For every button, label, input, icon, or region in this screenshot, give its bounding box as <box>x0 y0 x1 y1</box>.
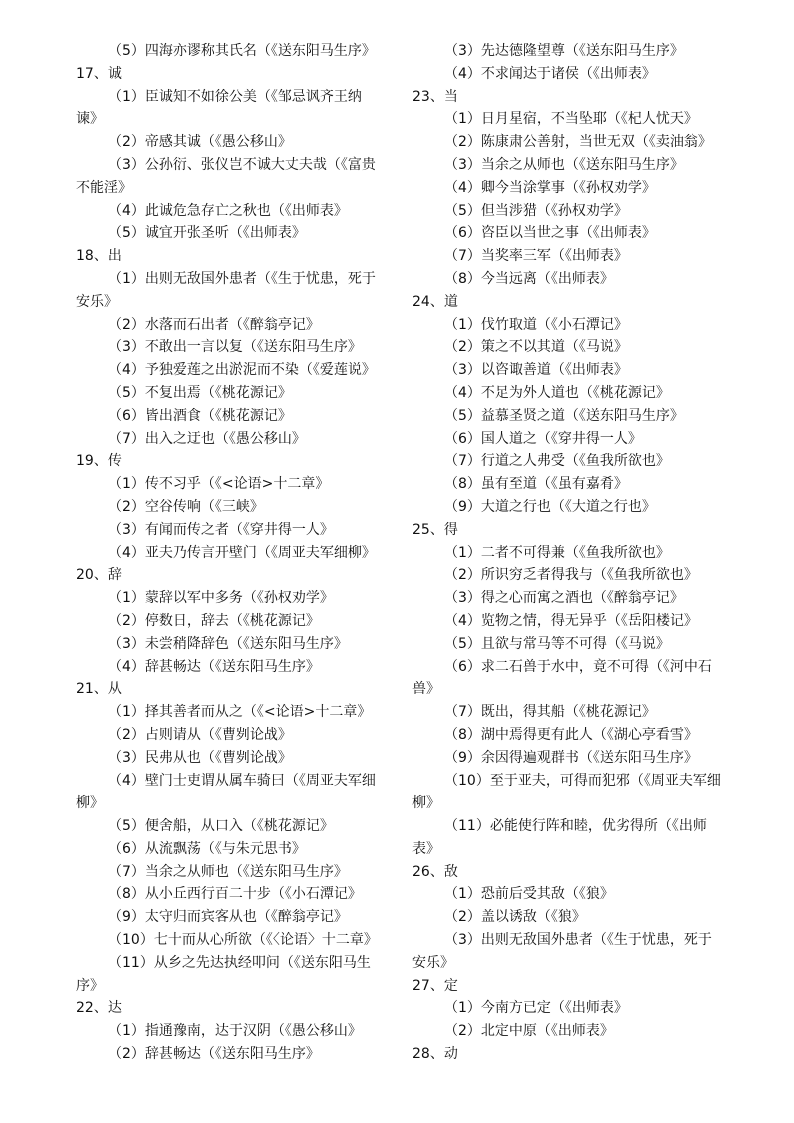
entry-continuation: 不能淫》 <box>76 179 132 196</box>
entry-line: （1）二者不可得兼（《鱼我所欲也》 <box>444 544 670 561</box>
entry-line: （4）不求闻达于诸侯（《出师表》 <box>444 65 656 82</box>
entry-line: （1）传不习乎（《<论语>十二章》 <box>108 476 330 493</box>
entry-line: （4）予独爱莲之出淤泥而不染（《爱莲说》 <box>108 362 376 379</box>
entry-line: （5）益慕圣贤之道（《送东阳马生序》 <box>444 407 684 424</box>
entry-line: （2）停数日，辞去（《桃花源记》 <box>108 612 320 629</box>
entry-line: （5）诚宜开张圣听（《出师表》 <box>108 225 306 242</box>
entry-continuation: 柳》 <box>76 795 104 812</box>
entry-line: （3）得之心而寓之酒也（《醉翁亭记》 <box>444 590 684 607</box>
entry-line: （2）帝感其诚（《愚公移山》 <box>108 134 292 151</box>
entry-line: （4）此诚危急存亡之秋也（《出师表》 <box>108 202 348 219</box>
entry-heading: 19、传 <box>76 453 122 470</box>
entry-continuation: 柳》 <box>412 795 440 812</box>
entry-line: （2）所识穷乏者得我与（《鱼我所欲也》 <box>444 567 698 584</box>
entry-line: （1）日月星宿，不当坠耶（《杞人忧天》 <box>444 111 698 128</box>
entry-line: （1）伐竹取道（《小石潭记》 <box>444 316 628 333</box>
left-column <box>76 40 388 1066</box>
entry-line: （1）今南方已定（《出师表》 <box>444 1000 628 1017</box>
entry-line: （4）壁门士吏谓从属车骑曰（《周亚夫军细 <box>108 772 376 789</box>
entry-line: （4）览物之情，得无异乎（《岳阳楼记》 <box>444 612 698 629</box>
entry-line: （5）便舍船，从口入（《桃花源记》 <box>108 818 334 835</box>
entry-line: （7）当余之从师也（《送东阳马生序》 <box>108 863 348 880</box>
entry-line: （6）咨臣以当世之事（《出师表》 <box>444 225 656 242</box>
entry-line: （5）且欲与常马等不可得（《马说》 <box>444 635 670 652</box>
entry-heading: 28、动 <box>412 1046 458 1063</box>
entry-continuation: 兽》 <box>412 681 440 698</box>
entry-line: （2）盖以诱敌（《狼》 <box>444 909 586 926</box>
entry-line: （3）未尝稍降辞色（《送东阳马生序》 <box>108 635 348 652</box>
entry-line: （9）大道之行也（《大道之行也》 <box>444 498 656 515</box>
entry-line: （3）出则无敌国外患者（《生于忧患，死于 <box>444 932 712 949</box>
entry-heading: 24、道 <box>412 293 458 310</box>
entry-heading: 27、定 <box>412 977 458 994</box>
entry-continuation: 表》 <box>412 840 440 857</box>
entry-heading: 23、当 <box>412 88 458 105</box>
entry-line: （6）求二石兽于水中，竟不可得（《河中石 <box>444 658 712 675</box>
entry-line: （2）占则请从（《曹刿论战》 <box>108 726 292 743</box>
entry-heading: 26、敌 <box>412 863 458 880</box>
entry-heading: 17、诚 <box>76 65 122 82</box>
entry-line: （9）太守归而宾客从也（《醉翁亭记》 <box>108 909 348 926</box>
entry-continuation: 安乐》 <box>412 954 454 971</box>
entry-line: （8）湖中焉得更有此人（《湖心亭看雪》 <box>444 726 698 743</box>
entry-heading: 25、得 <box>412 521 458 538</box>
entry-heading: 21、从 <box>76 681 122 698</box>
entry-line: （3）有闻而传之者（《穿井得一人》 <box>108 521 334 538</box>
entry-line: （7）当奖率三军（《出师表》 <box>444 248 628 265</box>
entry-continuation: 序》 <box>76 977 104 994</box>
entry-line: （3）民弗从也（《曹刿论战》 <box>108 749 292 766</box>
entry-line: （7）既出，得其船（《桃花源记》 <box>444 704 656 721</box>
entry-line: （6）皆出酒食（《桃花源记》 <box>108 407 292 424</box>
entry-heading: 22、达 <box>76 1000 122 1017</box>
entry-line: （1）蒙辞以军中多务（《孙权劝学》 <box>108 590 334 607</box>
entry-line: （3）不敢出一言以复（《送东阳马生序》 <box>108 339 362 356</box>
entry-heading: 18、出 <box>76 248 122 265</box>
entry-line: （8）从小丘西行百二十步（《小石潭记》 <box>108 886 362 903</box>
entry-line: （4）不足为外人道也（《桃花源记》 <box>444 384 670 401</box>
entry-line: （4）卿今当涂掌事（《孙权劝学》 <box>444 179 656 196</box>
entry-line: （1）恐前后受其敌（《狼》 <box>444 886 614 903</box>
entry-line: （8）今当远离（《出师表》 <box>444 270 614 287</box>
entry-line: （10）七十而从心所欲（《〈论语〉十二章》 <box>108 932 378 949</box>
entry-line: （4）辞甚畅达（《送东阳马生序》 <box>108 658 320 675</box>
entry-line: （5）四海亦谬称其氏名（《送东阳马生序》 <box>108 43 376 59</box>
entry-line: （7）行道之人弗受（《鱼我所欲也》 <box>444 453 670 470</box>
entry-line: （1）择其善者而从之（《<论语>十二章》 <box>108 704 372 721</box>
entry-line: （7）出入之迂也（《愚公移山》 <box>108 430 306 447</box>
entry-line: （9）余因得遍观群书（《送东阳马生序》 <box>444 749 698 766</box>
entry-line: （2）北定中原（《出师表》 <box>444 1023 614 1040</box>
entry-line: （4）亚夫乃传言开壁门（《周亚夫军细柳》 <box>108 544 376 561</box>
entry-line: （2）空谷传响（《三峡》 <box>108 498 264 515</box>
entry-line: （6）国人道之（《穿井得一人》 <box>444 430 642 447</box>
entry-line: （1）出则无敌国外患者（《生于忧患，死于 <box>108 270 376 287</box>
entry-line: （10）至于亚夫，可得而犯邪（《周亚夫军细 <box>444 772 721 789</box>
entry-line: （5）但当涉猎（《孙权劝学》 <box>444 202 628 219</box>
entry-line: （11）从乡之先达执经叩问（《送东阳马生 <box>108 954 371 971</box>
entry-line: （1）臣诚知不如徐公美（《邹忌讽齐王纳 <box>108 88 362 105</box>
right-column <box>412 40 724 1066</box>
entry-continuation: 谏》 <box>76 111 104 128</box>
entry-line: （3）公孙衍、张仪岂不诚大丈夫哉（《富贵 <box>108 156 376 173</box>
entry-heading: 20、辞 <box>76 567 122 584</box>
entry-line: （3）当余之从师也（《送东阳马生序》 <box>444 156 684 173</box>
entry-line: （1）指通豫南，达于汉阴（《愚公移山》 <box>108 1023 362 1040</box>
entry-continuation: 安乐》 <box>76 293 118 310</box>
entry-line: （2）陈康肃公善射，当世无双（《卖油翁》 <box>444 134 712 151</box>
entry-line: （5）不复出焉（《桃花源记》 <box>108 384 292 401</box>
entry-line: （2）策之不以其道（《马说》 <box>444 339 628 356</box>
entry-line: （3）先达德隆望尊（《送东阳马生序》 <box>444 43 684 59</box>
entry-line: （2）辞甚畅达（《送东阳马生序》 <box>108 1046 320 1063</box>
entry-line: （3）以咨诹善道（《出师表》 <box>444 362 628 379</box>
entry-line: （2）水落而石出者（《醉翁亭记》 <box>108 316 320 333</box>
entry-line: （8）虽有至道（《虽有嘉肴》 <box>444 476 628 493</box>
entry-line: （11）必能使行阵和睦，优劣得所（《出师 <box>444 818 707 835</box>
entry-line: （6）从流飘荡（《与朱元思书》 <box>108 840 306 857</box>
